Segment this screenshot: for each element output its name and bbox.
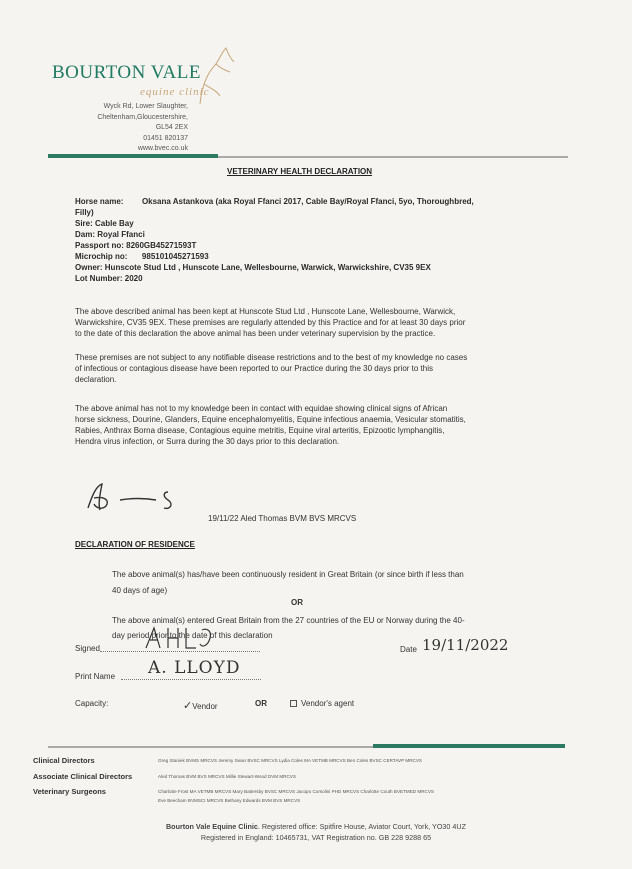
microchip-value: 985101045271593 [141, 252, 209, 261]
checkbox-icon[interactable] [290, 700, 297, 707]
microchip-label: Microchip no: [75, 252, 128, 261]
clinic-brand: BOURTON VALE [52, 62, 201, 83]
para-line: These premises are not subject to any notifiable disease restrictions and to the best of my knowledge no cases [75, 353, 468, 362]
dam: Dam: Royal Ffanci [75, 230, 145, 239]
para-line: day period prior to the date of this declaration [112, 631, 273, 640]
paragraph-contact [75, 403, 595, 447]
surgeons-label: Veterinary Surgeons [33, 787, 106, 796]
vet-signature-icon [80, 478, 190, 518]
horse-name-value: Oksana Astankova (aka Royal Ffanci 2017, Cable Bay/Royal Ffanci, 5yo, Thoroughbred, [141, 197, 474, 206]
paragraph-supervision [75, 306, 595, 339]
document-title: VETERINARY HEALTH DECLARATION [227, 167, 373, 176]
address-line: www.bvec.co.uk [137, 145, 188, 152]
lot-number: Lot Number: 2020 [75, 274, 143, 283]
surgeons-names-2: Eve Beecham BVMSCI MRCVS Bethany Edwards BVM BVS MRCVS [158, 798, 301, 803]
header-green-bar [48, 154, 218, 158]
registered-office-text: . Registered office: Spitfire House, Aviator Court, York, YO30 4UZ [257, 822, 466, 831]
registration-numbers: Registered in England: 10465731, VAT Registration no. GB 228 9288 65 [200, 833, 432, 842]
address-line: GL54 2EX [155, 124, 188, 131]
residence-or: OR [291, 598, 303, 607]
print-name-label: Print Name [75, 672, 116, 681]
para-line: Hendra virus infection, or Surra during the 30 days prior to this declaration. [75, 437, 340, 446]
surgeons-names-1: Charlotte Frost MA VETMB MRCVS Mary Battersby BVSC MRCVS Jacopo Corsolini PHD MRCVS Charlotte Couth BVETMED MRCVS [158, 789, 434, 794]
para-line: The above animal has not to my knowledge been in contact with equidae showing clinical signs of African [75, 404, 448, 413]
print-name-value: A. LLOYD [148, 658, 241, 678]
capacity-label: Capacity: [75, 699, 109, 708]
para-line: Warwickshire, CV35 9EX. These premises are regularly attended by this Practice and for at least 30 days prior [75, 318, 466, 327]
para-line: 40 days of age) [112, 586, 168, 595]
capacity-or: OR [255, 699, 267, 708]
para-line: Rabies, Anthrax Borna disease, Contagious equine metritis, Equine viral arteritis, Epizootic lymphangitis, [75, 426, 445, 435]
clinical-directors-label: Clinical Directors [33, 756, 95, 765]
checkmark-icon: ✓ [183, 699, 193, 712]
sire: Sire: Cable Bay [75, 219, 134, 228]
vendor-signature-icon [140, 622, 230, 652]
para-line: to the date of this declaration the above animal has been under veterinary supervision by the practice. [75, 329, 436, 338]
vendor-label: Vendor [192, 702, 218, 711]
associate-names: Aled Thomas BVM BVS MRCVS Millie Stewart-Wood DVM MRCVS [158, 774, 296, 779]
horse-logo-icon [190, 44, 238, 114]
para-line: horse sickness, Dourine, Glanders, Equine encephalomyelitis, Equine infectious anaemia, Vesicular stomatitis, [75, 415, 466, 424]
address-line: Cheltenham,Gloucestershire, [97, 113, 188, 121]
horse-details [75, 196, 575, 284]
para-line: The above animal(s) entered Great Britain from the 27 countries of the EU or Norway during the 40- [112, 616, 465, 625]
address-line: 01451 820137 [143, 134, 188, 142]
para-line: The above described animal has been kept at Hunscote Stud Ltd , Hunscote Lane, Wellesbourne, Warwick, [75, 307, 456, 316]
para-line: The above animal(s) has/have been continuously resident in Great Britain (or since birth if less than [112, 570, 464, 579]
header-grey-rule [218, 156, 568, 158]
associate-label: Associate Clinical Directors [33, 772, 133, 781]
owner: Owner: Hunscote Stud Ltd , Hunscote Lane, Wellesbourne, Warwick, Warwickshire, CV35 9EX [75, 263, 431, 272]
residence-heading: DECLARATION OF RESIDENCE [75, 540, 195, 549]
clinic-legal-name: Bourton Vale Equine Clinic [165, 822, 258, 831]
vendor-agent-label: Vendor's agent [301, 699, 355, 708]
date-value: 19/11/2022 [422, 636, 509, 654]
para-line: of infectious or contagious disease have been reported to our Practice during the 30 days prior to this [75, 364, 433, 373]
signed-label: Signed [75, 644, 100, 653]
horse-name-label: Horse name: [75, 197, 124, 206]
para-line: declaration. [75, 375, 117, 384]
horse-name-cont: Filly) [75, 208, 94, 217]
address-line: Wyck Rd, Lower Slaughter, [103, 103, 188, 110]
residence-option-1 [112, 567, 572, 599]
footer-green-bar [373, 744, 565, 748]
date-label: Date [400, 645, 417, 654]
clinic-tagline: equine clinic [140, 86, 210, 98]
vendor-option[interactable] [183, 699, 218, 712]
vendor-agent-option[interactable] [290, 699, 354, 708]
paragraph-disease [75, 352, 595, 385]
passport: Passport no: 8260GB45271593T [75, 241, 197, 250]
clinic-address [60, 102, 188, 155]
footer-grey-rule [48, 746, 373, 748]
registered-office [0, 822, 632, 831]
vet-sign-date-name: 19/11/22 Aled Thomas BVM BVS MRCVS [208, 514, 357, 523]
clinical-directors-names: Greg Staniek BVMS MRCVS Jeremy Swan BVSC MRCVS Lydia Coles MA VETMB MRCVS Ben Coles BVSC CERTAVP MRCVS [158, 758, 422, 763]
